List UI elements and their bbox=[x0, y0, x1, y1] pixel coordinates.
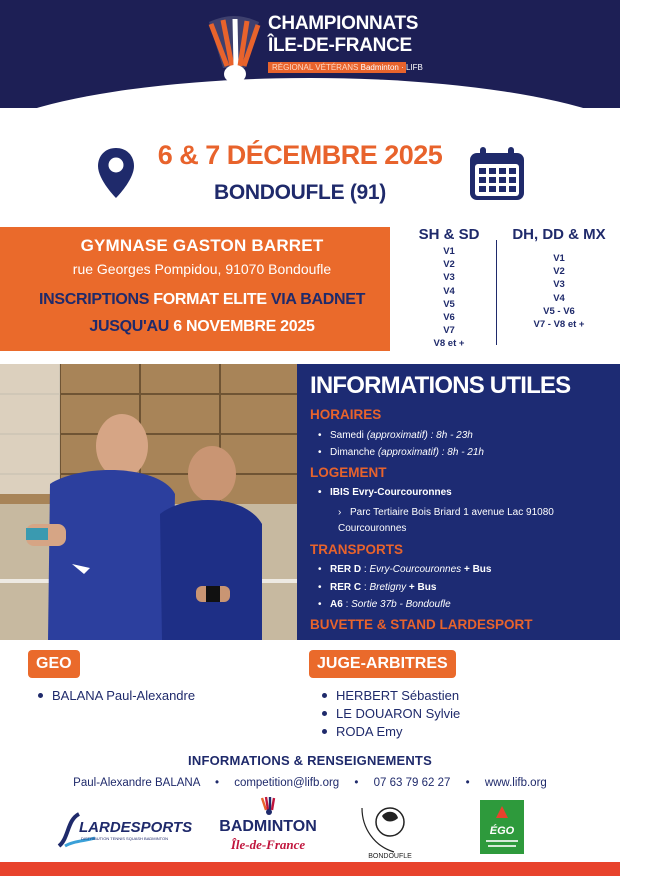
schedule-day: Samedi bbox=[330, 430, 364, 441]
bullet-icon: • bbox=[318, 487, 322, 498]
schedule-saturday bbox=[318, 430, 473, 441]
category-item: V1 bbox=[553, 253, 565, 264]
transport-line: RER D bbox=[330, 564, 362, 575]
bullet-icon: • bbox=[318, 564, 322, 575]
ego-logo-text: ÉGO bbox=[489, 825, 515, 837]
category-item: V6 bbox=[443, 312, 455, 324]
bullet-icon: • bbox=[318, 447, 322, 458]
transport-line: A6 bbox=[330, 599, 343, 610]
category-item: V2 bbox=[443, 259, 455, 271]
location-pin-icon bbox=[96, 146, 136, 200]
juge-person bbox=[322, 724, 402, 739]
contact-title: INFORMATIONS & RENSEIGNEMENTS bbox=[188, 753, 432, 768]
transport-sep: : bbox=[361, 564, 370, 575]
registration-deadline-label: JUSQU'AU bbox=[89, 318, 174, 335]
person-name: BALANA Paul-Alexandre bbox=[52, 688, 196, 703]
person-name: LE DOUARON Sylvie bbox=[336, 706, 461, 721]
contact-website-link[interactable]: www.lifb.org bbox=[484, 777, 547, 789]
doubles-categories-title: DH, DD & MX bbox=[512, 226, 606, 243]
schedule-time: : 8h - 23h bbox=[430, 430, 473, 441]
category-item: V5 bbox=[443, 298, 455, 310]
contact-phone-link[interactable]: 07 63 79 62 27 bbox=[373, 777, 451, 789]
lardesports-logo-text: LARDESPORTS bbox=[79, 819, 193, 836]
registration-line2 bbox=[0, 318, 404, 336]
schedule-note: (approximatif) bbox=[377, 447, 439, 458]
transport-item bbox=[318, 599, 451, 610]
transport-sep: : bbox=[342, 599, 352, 610]
category-item: V4 bbox=[553, 292, 565, 304]
category-item: V4 bbox=[443, 285, 455, 297]
singles-categories-title: SH & SD bbox=[418, 226, 480, 243]
venue-name: GYMNASE GASTON BARRET bbox=[80, 236, 324, 255]
badminton-idf-logo bbox=[219, 796, 317, 854]
badminton-logo-text: BADMINTON bbox=[219, 818, 317, 835]
bullet-icon: • bbox=[318, 599, 322, 610]
person-name: HERBERT Sébastien bbox=[336, 688, 460, 703]
tagline-highlight: RÉGIONAL VÉTÉRANS bbox=[272, 63, 359, 72]
separator-dot: • bbox=[214, 777, 219, 789]
juge-person bbox=[322, 688, 459, 703]
info-title: INFORMATIONS UTILES bbox=[310, 372, 571, 399]
calendar-icon bbox=[468, 146, 526, 202]
schedule-day: Dimanche bbox=[330, 447, 376, 458]
championship-title-line1: CHAMPIONNATS bbox=[268, 13, 419, 34]
category-item: V1 bbox=[443, 246, 455, 257]
players-photo bbox=[0, 364, 297, 640]
bondoufle-logo bbox=[354, 798, 424, 860]
registration-text-a: INSCRIPTIONS bbox=[38, 291, 154, 308]
person-name: RODA Emy bbox=[336, 724, 403, 739]
contact-email-link[interactable]: competition@lifb.org bbox=[234, 777, 340, 789]
bullet-icon: • bbox=[318, 430, 322, 441]
category-item: V7 bbox=[443, 325, 455, 337]
lardesports-logo bbox=[55, 808, 193, 850]
event-date: 6 & 7 DÉCEMBRE 2025 bbox=[157, 140, 443, 170]
transport-detail: Sortie 37b - Bondoufle bbox=[351, 599, 451, 610]
category-item: V3 bbox=[443, 272, 455, 284]
hotel-address-text: Parc Tertiaire Bois Briard 1 avenue Lac 91080 Courcouronnes bbox=[338, 507, 554, 534]
logement-heading: LOGEMENT bbox=[310, 465, 387, 480]
transport-line: RER C bbox=[330, 582, 362, 593]
idf-logo-text: Île-de-France bbox=[230, 837, 306, 852]
juge-arbitres-tag: JUGE-ARBITRES bbox=[309, 650, 456, 678]
bullet-icon bbox=[322, 693, 327, 698]
hotel-name bbox=[318, 487, 452, 498]
arrow-bullet-icon: › bbox=[338, 507, 342, 518]
registration-deadline-date: 6 NOVEMBRE 2025 bbox=[173, 318, 315, 335]
contact-name: Paul-Alexandre BALANA bbox=[73, 777, 200, 789]
contact-line bbox=[0, 777, 620, 789]
bullet-icon bbox=[322, 729, 327, 734]
bondoufle-logo-text: BONDOUFLE bbox=[368, 853, 412, 860]
championship-title-line2: ÎLE-DE-FRANCE bbox=[268, 35, 412, 56]
categories-divider bbox=[496, 240, 497, 345]
schedule-note: (approximatif) bbox=[366, 430, 428, 441]
separator-dot: • bbox=[465, 777, 470, 789]
transport-item bbox=[318, 582, 436, 593]
shuttlecock-logo-icon bbox=[205, 16, 263, 86]
category-item: V7 - V8 et + bbox=[533, 319, 585, 331]
geo-person bbox=[38, 688, 195, 703]
transport-plus: + Bus bbox=[406, 582, 437, 593]
singles-categories-list bbox=[404, 245, 494, 351]
category-item: V2 bbox=[553, 266, 565, 278]
buvette-heading: BUVETTE & STAND LARDESPORT bbox=[310, 617, 533, 632]
event-city: BONDOUFLE (91) bbox=[214, 181, 386, 204]
category-item: V5 - V6 bbox=[543, 305, 575, 317]
bullet-icon: • bbox=[318, 582, 322, 593]
tagline-rest: Badminton · LIFB bbox=[360, 63, 423, 72]
transport-detail: Bretigny bbox=[369, 582, 407, 593]
bullet-icon bbox=[322, 711, 327, 716]
separator-dot: • bbox=[354, 777, 359, 789]
transport-plus: + Bus bbox=[461, 564, 492, 575]
category-item: V8 et + bbox=[433, 338, 465, 350]
registration-text-c: VIA BADNET bbox=[266, 291, 366, 308]
horaires-heading: HORAIRES bbox=[310, 407, 382, 422]
registration-format: FORMAT ELITE bbox=[153, 291, 267, 308]
schedule-sunday bbox=[318, 447, 484, 458]
lardesports-logo-subtext: DISTRIBUTION TENNIS SQUASH BADMINTON bbox=[81, 836, 168, 841]
ego-logo bbox=[480, 800, 524, 854]
venue-address: rue Georges Pompidou, 91070 Bondoufle bbox=[72, 261, 332, 277]
bullet-icon bbox=[38, 693, 43, 698]
schedule-time: : 8h - 21h bbox=[441, 447, 484, 458]
transport-item bbox=[318, 564, 491, 575]
hotel-address bbox=[338, 505, 603, 537]
geo-tag: GEO bbox=[28, 650, 80, 678]
category-item: V3 bbox=[553, 279, 565, 291]
juge-person bbox=[322, 706, 460, 721]
transport-detail: Evry-Courcouronnes bbox=[369, 564, 462, 575]
doubles-categories-list bbox=[498, 252, 620, 331]
transports-heading: TRANSPORTS bbox=[310, 542, 404, 557]
championship-tagline bbox=[268, 62, 423, 73]
footer-strip bbox=[0, 862, 620, 876]
transport-sep: : bbox=[361, 582, 370, 593]
registration-line1 bbox=[0, 291, 404, 309]
hotel-name-text: IBIS Evry-Courcouronnes bbox=[330, 487, 452, 498]
